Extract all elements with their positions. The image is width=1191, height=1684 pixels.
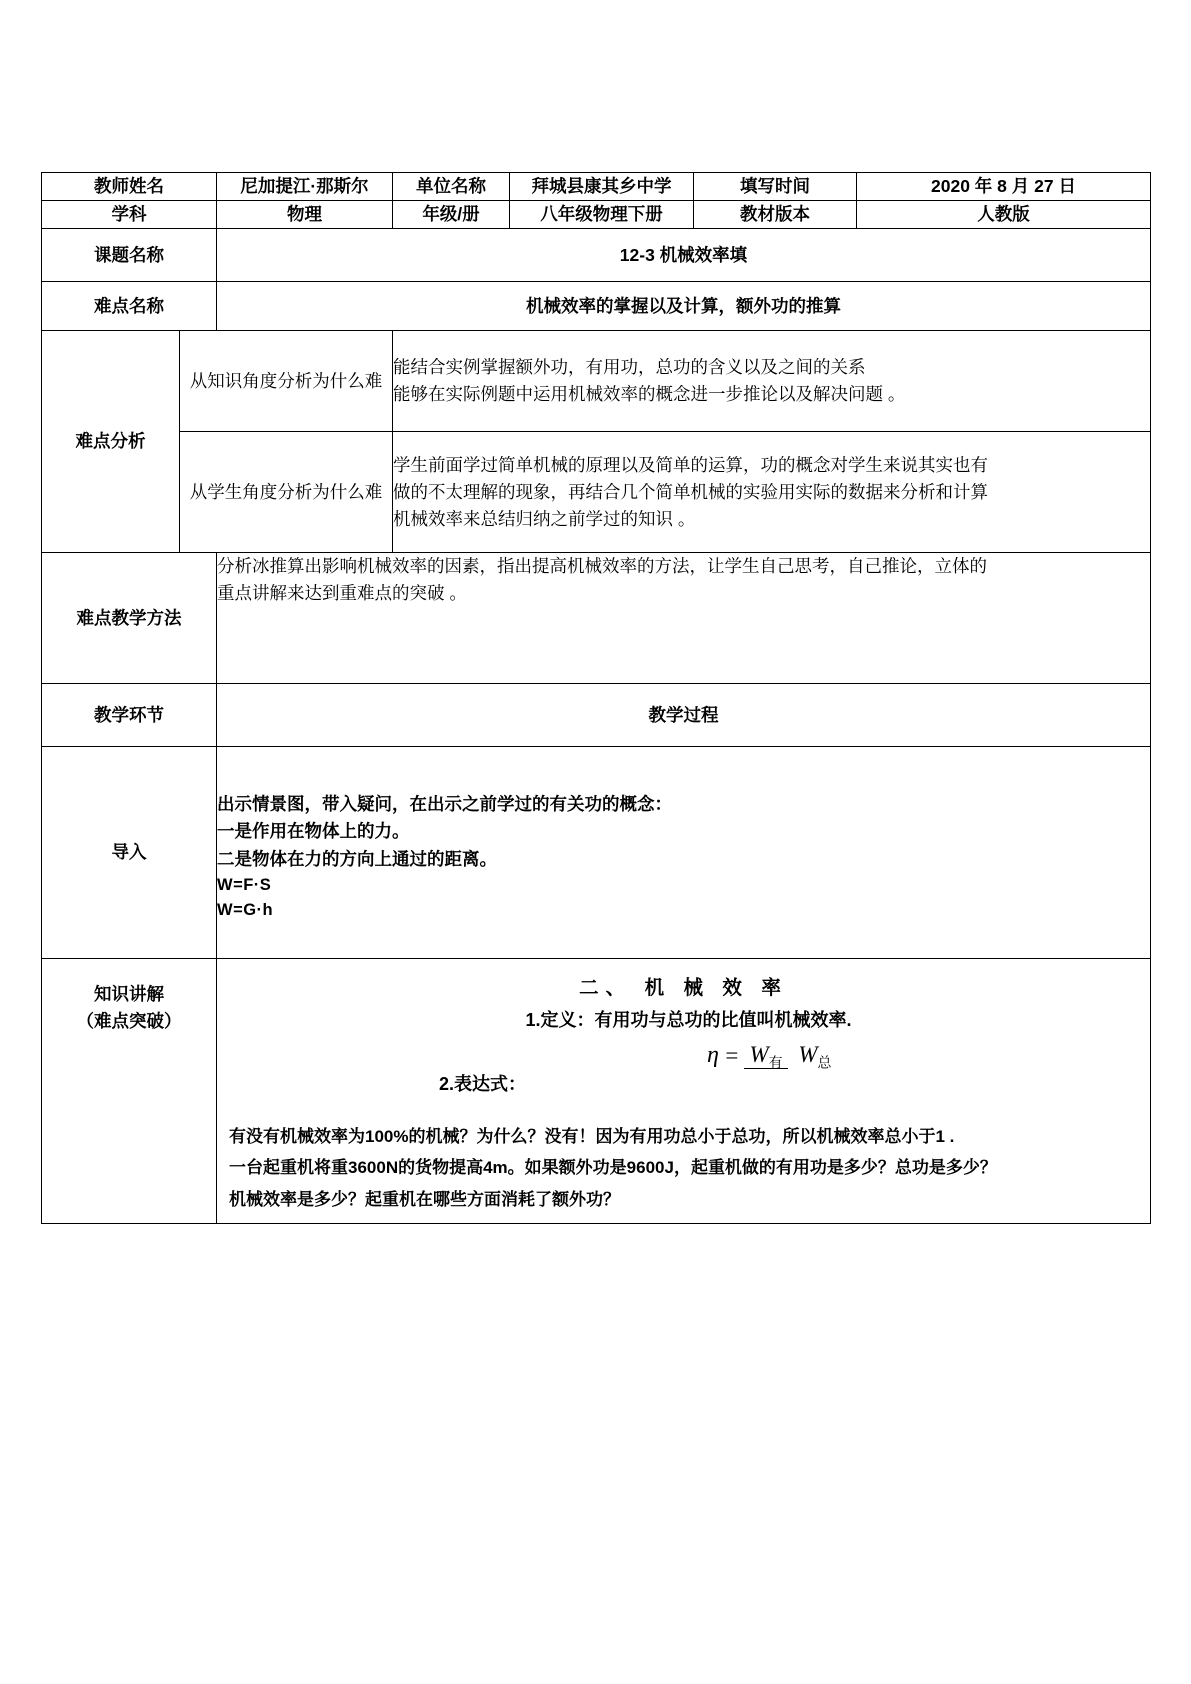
table-row-process-header [42, 684, 1151, 747]
content-teaching-method [217, 553, 1151, 684]
value-topic-name: 12-3 机械效率填 [217, 229, 1151, 282]
text-line: 能结合实例掌握额外功，有用功，总功的含义以及之间的关系 [393, 357, 866, 378]
label-knowledge-explanation [42, 958, 217, 1223]
formula-expression-row [217, 1037, 1150, 1111]
value-fill-time: 2020 年 8 月 27 日 [857, 173, 1151, 201]
text-line: 重点讲解来达到重难点的突破 。 [217, 583, 467, 604]
label-unit-name: 单位名称 [393, 173, 510, 201]
question-line: 机械效率是多少？起重机在哪些方面消耗了额外功？ [229, 1189, 620, 1209]
content-introduction [217, 747, 1151, 959]
table-row-difficulty-analysis-knowledge [42, 331, 1151, 432]
fraction-numerator [744, 1042, 787, 1069]
value-subject: 物理 [217, 201, 393, 229]
text-line: 做的不太理解的现象，再结合几个简单机械的实验用实际的数据来分析和计算 [393, 481, 988, 502]
spacer [217, 924, 1150, 958]
label-grade-volume: 年级/册 [393, 201, 510, 229]
value-grade-volume: 八年级物理下册 [510, 201, 694, 229]
label-teaching-process: 教学过程 [217, 684, 1151, 747]
label-fill-time: 填写时间 [694, 173, 857, 201]
label-difficulty-analysis: 难点分析 [42, 331, 180, 553]
sublabel-knowledge-perspective: 从知识角度分析为什么难 [180, 331, 393, 432]
content-questions [217, 1111, 1150, 1223]
label-subject: 学科 [42, 201, 217, 229]
content-knowledge-explanation [217, 958, 1151, 1223]
label-teaching-method: 难点教学方法 [42, 553, 217, 684]
denominator-subscript: 总 [817, 1054, 832, 1071]
formula-work-force: W=F·S [217, 875, 272, 894]
spacer [217, 747, 1150, 791]
fraction [744, 1037, 836, 1074]
definition-line: 1.定义：有用功与总功的比值叫机械效率. [525, 1009, 852, 1030]
numerator-symbol: W [749, 1041, 769, 1067]
value-teacher-name: 尼加提江·那斯尔 [217, 173, 393, 201]
label-teacher-name: 教师姓名 [42, 173, 217, 201]
table-row-introduction [42, 747, 1151, 959]
sublabel-student-perspective: 从学生角度分析为什么难 [180, 432, 393, 553]
table-row-knowledge-explanation [42, 958, 1151, 1223]
content-student-perspective [393, 432, 1151, 553]
label-line-2: （难点突破） [76, 1010, 182, 1031]
label-textbook-version: 教材版本 [694, 201, 857, 229]
fraction-denominator [793, 1041, 836, 1071]
denominator-symbol: W [798, 1041, 818, 1067]
table-row-teacher-info [42, 173, 1151, 201]
value-unit-name: 拜城县康其乡中学 [510, 173, 694, 201]
text-line: 能够在实际例题中运用机械效率的概念进一步推论以及解决问题 。 [393, 384, 906, 405]
equals-symbol: = [723, 1042, 740, 1068]
table-row-teaching-method [42, 553, 1151, 684]
label-introduction: 导入 [42, 747, 217, 959]
label-line-1: 知识讲解 [94, 983, 164, 1004]
table-row-subject-info [42, 201, 1151, 229]
text-line: 机械效率来总结归纳之前学过的知识 。 [393, 508, 696, 529]
table-row-topic [42, 229, 1151, 282]
table-row-difficulty-analysis-student [42, 432, 1151, 553]
label-teaching-stage: 教学环节 [42, 684, 217, 747]
table-row-difficulty-name [42, 282, 1151, 331]
numerator-subscript: 有 [768, 1054, 783, 1071]
text-line: 二是物体在力的方向上通过的距离。 [217, 848, 497, 869]
text-line: 一是作用在物体上的力。 [217, 821, 410, 842]
lesson-plan-table [41, 172, 1151, 1224]
label-topic-name: 课题名称 [42, 229, 217, 282]
question-line: 有没有机械效率为100%的机械？为什么？没有！因为有用功总小于总功，所以机械效率总小于1 . [229, 1126, 955, 1146]
eta-symbol: η [707, 1041, 719, 1068]
value-textbook-version: 人教版 [857, 201, 1151, 229]
efficiency-formula [707, 1037, 837, 1074]
text-line: 分析冰推算出影响机械效率的因素，指出提高机械效率的方法，让学生自己思考，自己推论，立体的 [217, 556, 987, 577]
expression-label: 2.表达式： [439, 1073, 527, 1094]
text-line: 出示情景图，带入疑问，在出示之前学过的有关功的概念： [217, 794, 672, 815]
question-line: 一台起重机将重3600N的货物提高4m。如果额外功是9600J，起重机做的有用功是多少？总功是多少？ [229, 1158, 997, 1178]
content-knowledge-perspective [393, 331, 1151, 432]
section-title-mechanical-efficiency: 二、 机 械 效 率 [579, 976, 788, 999]
text-line: 学生前面学过简单机械的原理以及简单的运算，功的概念对学生来说其实也有 [393, 454, 988, 475]
value-difficulty-name: 机械效率的掌握以及计算，额外功的推算 [217, 282, 1151, 331]
label-difficulty-name: 难点名称 [42, 282, 217, 331]
formula-work-gravity: W=G·h [217, 901, 274, 920]
